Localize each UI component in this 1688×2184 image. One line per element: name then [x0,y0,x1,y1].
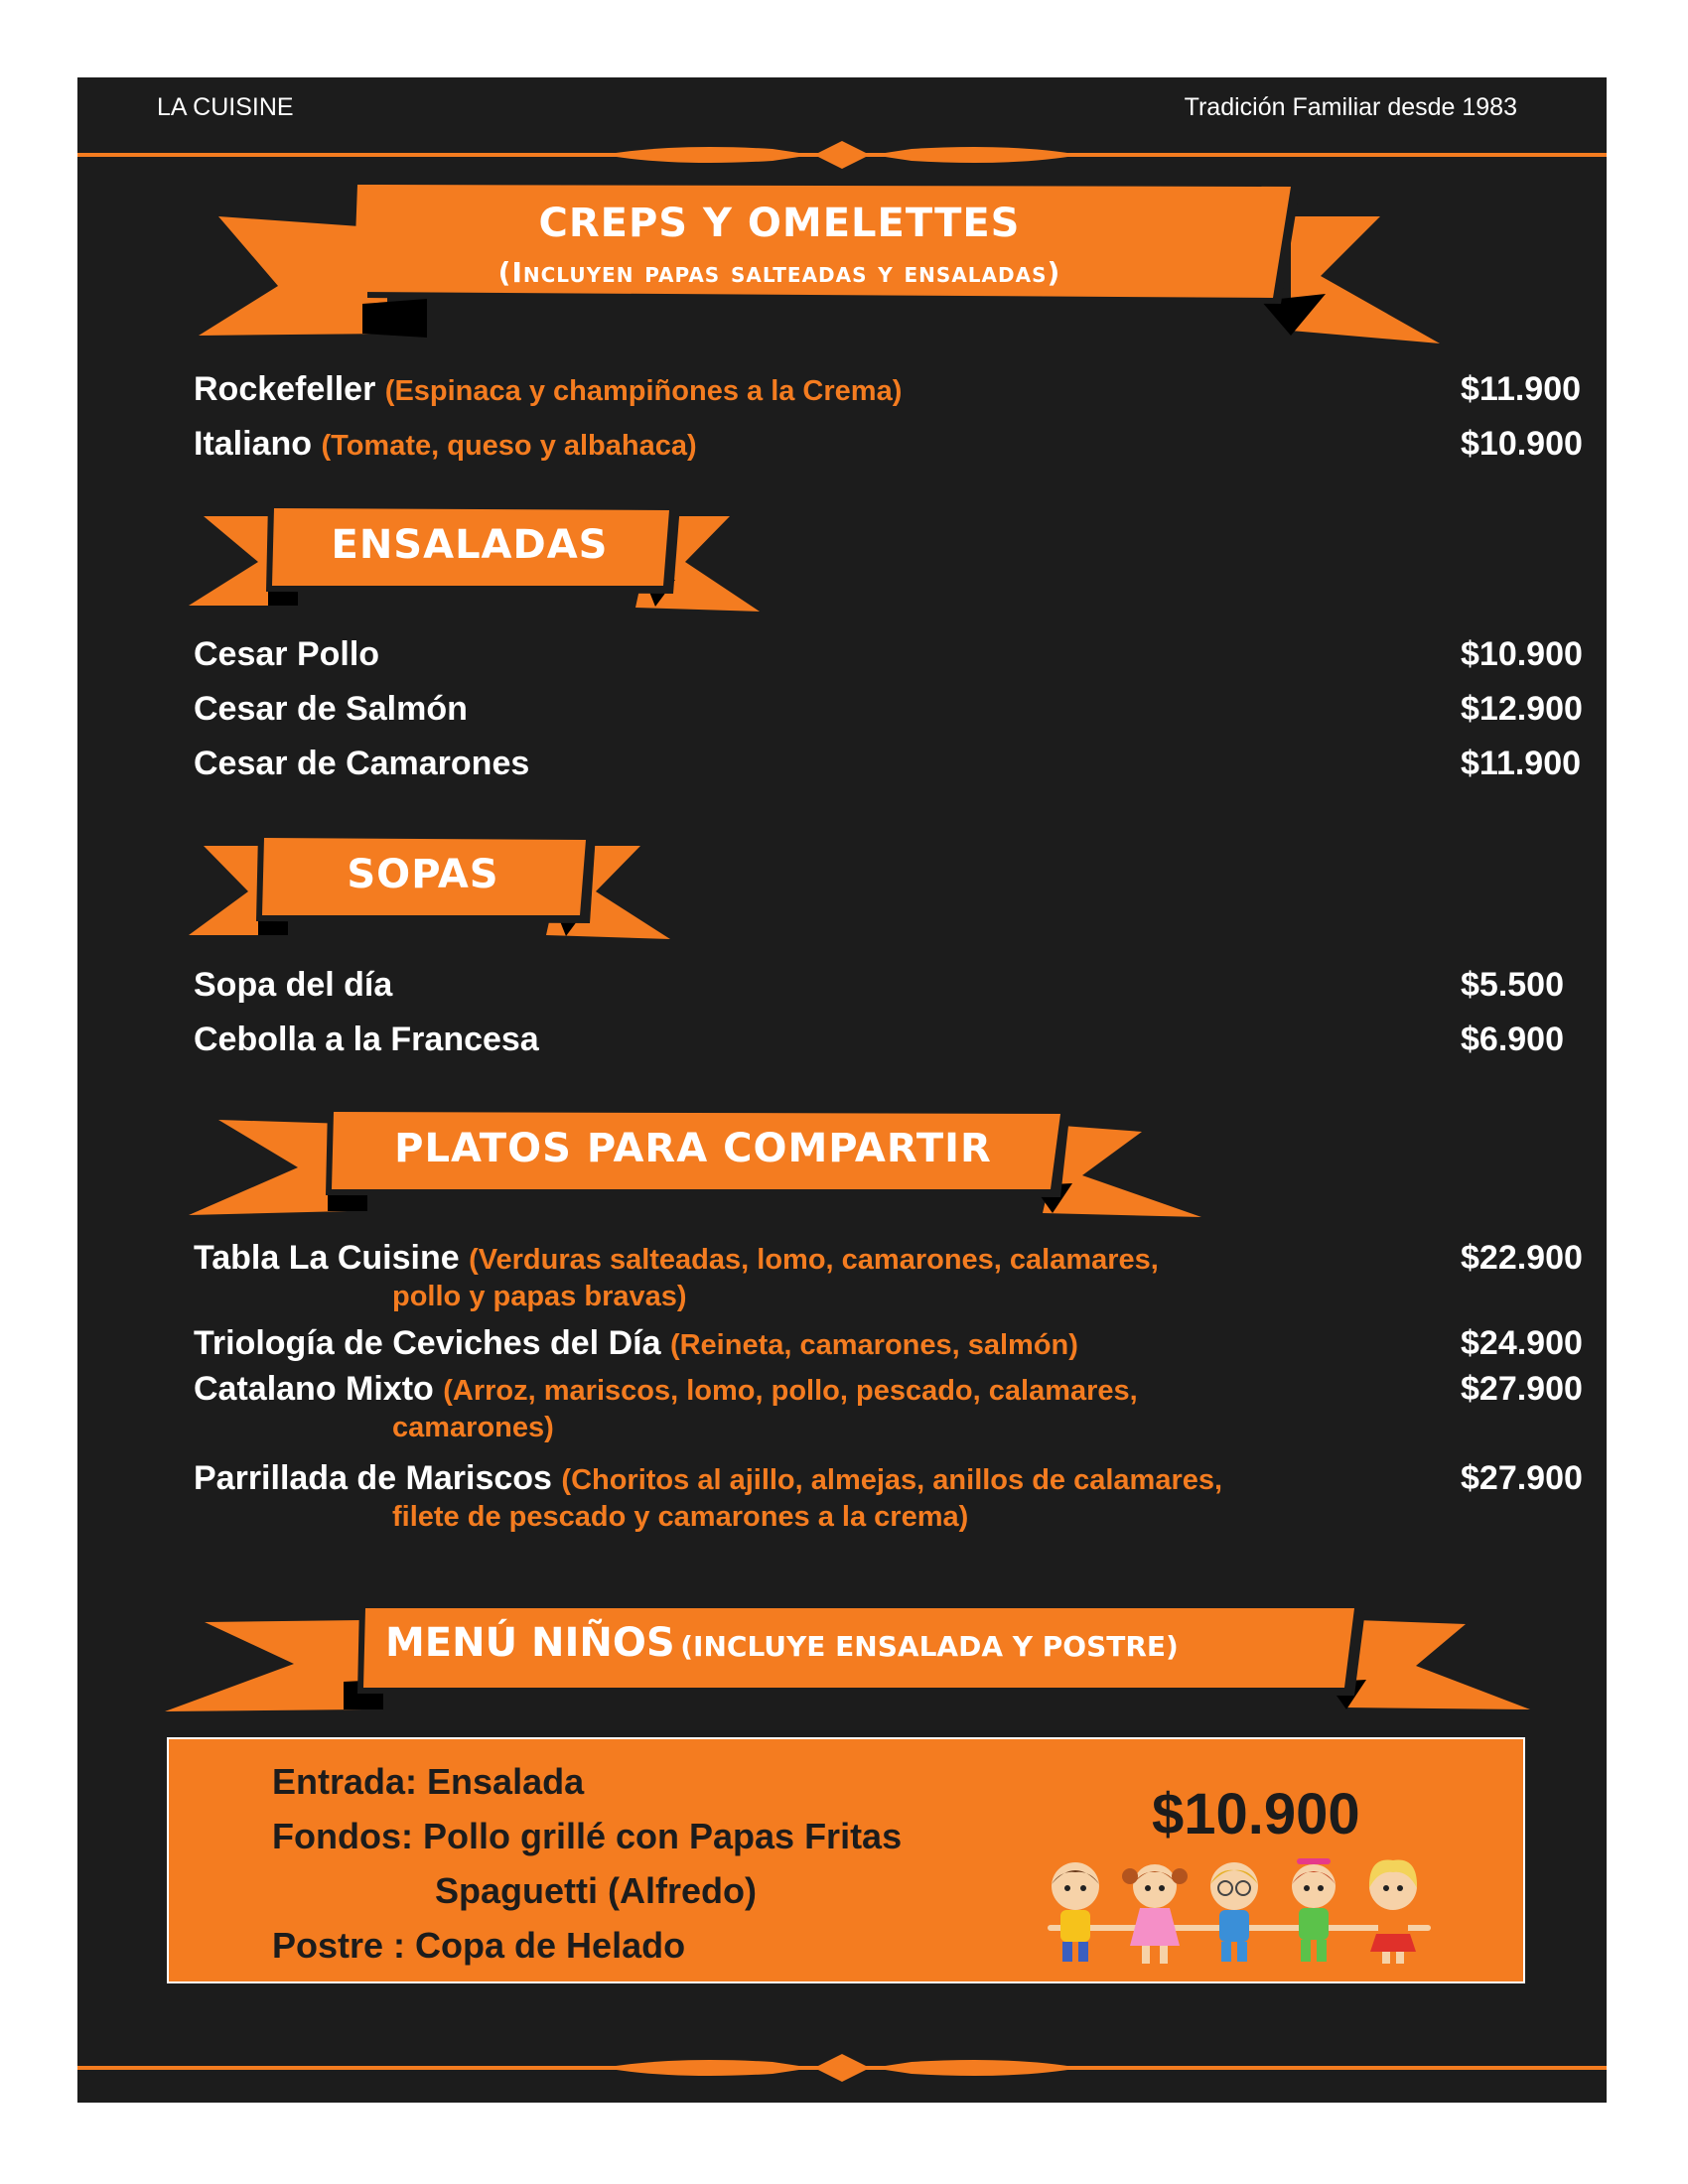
item-name: Cebolla a la Francesa [194,1021,539,1058]
section-subtitle: (Incluyen papas salteadas y ensaladas) [497,256,1061,289]
child-icon [1292,1858,1336,1962]
item-price: $10.900 [1461,425,1583,463]
item-description: (Arroz, mariscos, lomo, pollo, pescado, calamares, [443,1375,1138,1407]
item-description: (Tomate, queso y albahaca) [321,430,697,462]
item-name: Catalano Mixto [194,1370,434,1408]
menu-board [77,77,1607,2103]
section-subtitle: (INCLUYE ENSALADA Y POSTRE) [680,1630,1179,1663]
section-banner-sopas [189,832,675,951]
section-title: SOPAS [347,852,499,897]
kids-menu-box [167,1737,1525,1983]
section-banner-creps [189,177,1460,355]
menu-item [194,1021,1604,1060]
child-icon [1210,1862,1258,1962]
menu-item [194,425,1604,465]
item-name: Tabla La Cuisine [194,1239,460,1277]
item-price: $6.900 [1461,1021,1564,1058]
section-banner-compartir [189,1106,1201,1225]
item-price: $12.900 [1461,690,1583,728]
item-description-cont: camarones) [392,1412,554,1443]
menu-item [194,635,1604,675]
children-illustration [1031,1856,1448,1976]
item-description-cont: filete de pescado y camarones a la crema) [392,1501,969,1533]
item-description-cont: pollo y papas bravas) [392,1281,687,1312]
section-title: CREPS Y OMELETTES [538,201,1021,246]
item-price: $11.900 [1461,745,1582,782]
item-name: Italiano [194,425,313,463]
item-price: $5.500 [1461,966,1564,1004]
section-title: ENSALADAS [331,522,609,568]
item-name: Triología de Ceviches del Día [194,1324,661,1362]
child-icon [1052,1862,1099,1962]
item-description: (Reineta, camarones, salmón) [669,1329,1078,1361]
item-description: (Choritos al ajillo, almejas, anillos de calamares, [561,1464,1223,1496]
section-banner-ensaladas [189,502,765,621]
menu-item [194,966,1604,1006]
menu-item [194,370,1604,410]
item-price: $10.900 [1461,635,1583,673]
item-description: (Verduras salteadas, lomo, camarones, calamares, [469,1244,1159,1276]
top-ornament [77,135,1607,175]
menu-item [194,1370,1604,1443]
menu-item [194,1459,1604,1533]
item-name: Parrillada de Mariscos [194,1459,552,1497]
item-name: Cesar de Salmón [194,690,468,728]
tagline: Tradición Familiar desde 1983 [1184,93,1517,121]
menu-item [194,1239,1604,1312]
section-title: PLATOS PARA COMPARTIR [394,1126,992,1171]
item-name: Cesar de Camarones [194,745,530,782]
bottom-ornament [77,2048,1607,2088]
item-name: Sopa del día [194,966,393,1004]
item-name: Rockefeller [194,370,376,408]
item-price: $11.900 [1461,370,1582,408]
section-title: MENÚ NIÑOS [385,1620,675,1666]
kids-dessert: Postre : Copa de Helado [272,1925,686,1966]
section-banner-ninos [165,1602,1535,1721]
menu-item [194,690,1604,730]
child-icon [1122,1864,1188,1964]
menu-item [194,745,1604,784]
kids-main-alt: Spaguetti (Alfredo) [435,1870,757,1911]
item-description: (Espinaca y champiñones a la Crema) [384,375,903,407]
child-icon [1369,1860,1417,1964]
brand-name: LA CUISINE [157,93,294,121]
item-name: Cesar Pollo [194,635,380,673]
item-price: $27.900 [1461,1370,1583,1408]
kids-price: $10.900 [1152,1782,1360,1846]
kids-starter: Entrada: Ensalada [272,1761,585,1802]
item-price: $22.900 [1461,1239,1583,1277]
menu-item [194,1324,1604,1364]
item-price: $27.900 [1461,1459,1583,1497]
item-price: $24.900 [1461,1324,1583,1362]
kids-main: Fondos: Pollo grillé con Papas Fritas [272,1816,903,1856]
